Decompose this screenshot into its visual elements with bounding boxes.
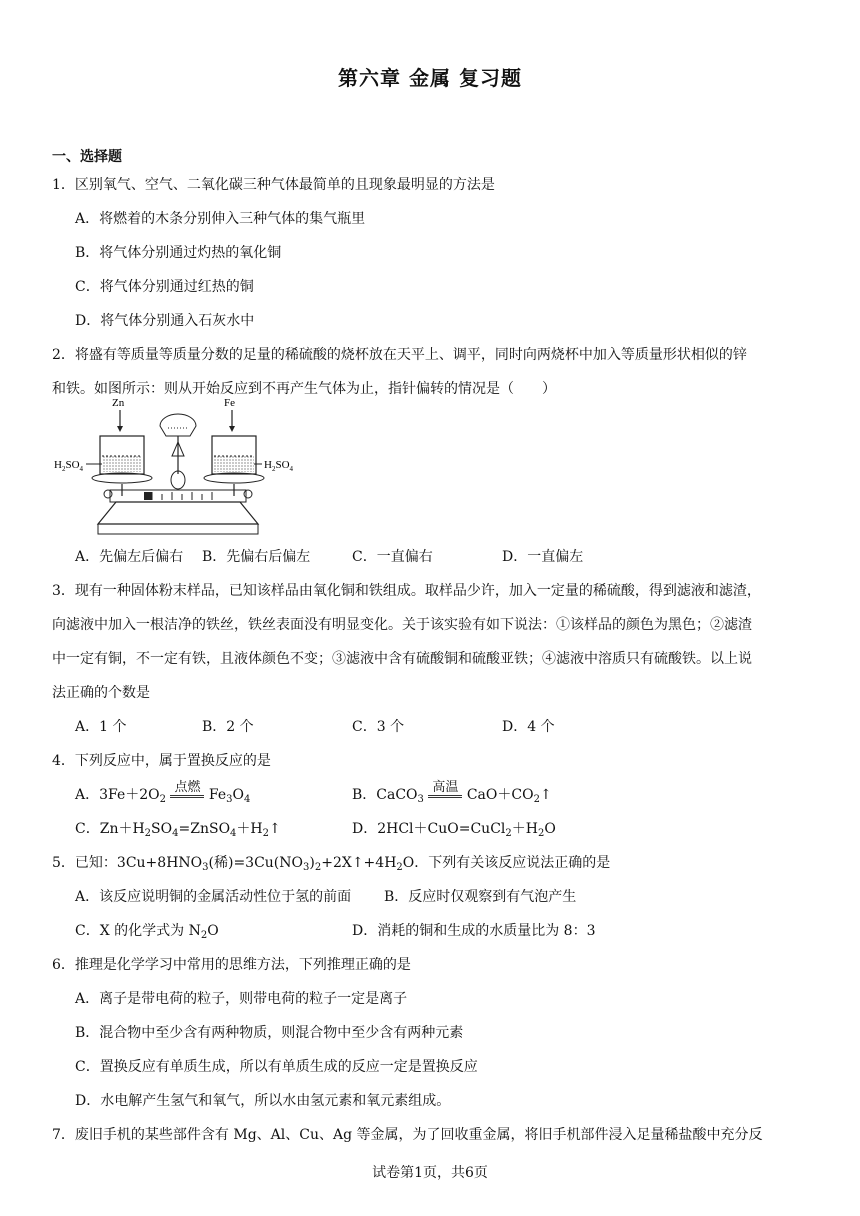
- beam-scale: [144, 492, 212, 500]
- question-1-option-a: A．将燃着的木条分别伸入三种气体的集气瓶里: [75, 211, 366, 227]
- question-2-option-b: B．先偏右后偏左: [202, 549, 311, 565]
- fig-acid-left: $H_2SO_4$: [54, 459, 84, 473]
- question-5-option-c: C．X 的化学式为 $N_2O$: [75, 923, 219, 941]
- question-4-option-b: B．CaCO$_3$ 高温 $CaO+CO_2↑$: [352, 780, 552, 805]
- question-6-option-b: B．混合物中至少含有两种物质，则混合物中至少含有两种元素: [75, 1025, 464, 1041]
- question-5-option-b: B．反应时仅观察到有气泡产生: [384, 889, 577, 905]
- scale-dial: [160, 414, 196, 489]
- page-title: 第六章 金属 复习题: [338, 66, 522, 90]
- question-5-option-a: A．该反应说明铜的金属活动性位于氢的前面: [75, 889, 352, 905]
- question-1-option-b: B．将气体分别通过灼热的氧化铜: [75, 245, 282, 261]
- left-beaker: [92, 436, 152, 483]
- question-1-option-d: D．将气体分别通入石灰水中: [75, 313, 255, 329]
- question-3-line-1: 3．现有一种固体粉末样品，已知该样品由氧化铜和铁组成。取样品少许，加入一定量的稀硫酸，得到滤液和滤渣，: [52, 583, 761, 599]
- question-3-option-c: C．3 个: [352, 719, 405, 735]
- question-4-stem: 4．下列反应中，属于置换反应的是: [52, 753, 271, 769]
- question-4-option-a: A．$3Fe+2O_2$ 点燃 $Fe_3O_4$: [75, 780, 251, 805]
- question-2-option-c: C．一直偏右: [352, 549, 433, 565]
- question-3-option-b: B．2 个: [202, 719, 254, 735]
- question-3-option-a: A．1 个: [75, 719, 127, 735]
- question-2-stem-line-2: 和铁。如图所示：则从开始反应到不再产生气体为止，指针偏转的情况是（ ）: [52, 381, 556, 397]
- question-6-option-d: D．水电解产生氢气和氧气，所以水由氢元素和氧元素组成。: [75, 1093, 451, 1109]
- question-5-stem: 5．已知：$3Cu+8HNO_3$(稀)$=3Cu(NO_3)_2+2X↑+4H_2O$．下列有关该反应说法正确的是: [52, 855, 611, 873]
- fig-label-zn: Zn: [112, 397, 125, 409]
- section-heading: 一、选择题: [52, 149, 122, 165]
- question-7-stem: 7．废旧手机的某些部件含有 Mg、Al、Cu、Ag 等金属，为了回收重金属，将旧手机部件浸入足量稀盐酸中充分反: [52, 1127, 763, 1143]
- question-4-option-d: D．$2HCl+CuO=CuCl_2+H_2O$: [352, 821, 556, 839]
- question-5-option-d: D．消耗的铜和生成的水质量比为 8：3: [352, 923, 596, 939]
- question-3-line-2: 向滤液中加入一根洁净的铁丝，铁丝表面没有明显变化。关于该实验有如下说法：①该样品的颜色为黑色；②滤渣: [52, 617, 752, 633]
- question-4-option-c: C．$Zn+H_2SO_4=ZnSO_4+H_2↑$: [75, 821, 281, 839]
- question-1-option-c: C．将气体分别通过红热的铜: [75, 279, 254, 295]
- question-3-line-4: 法正确的个数是: [52, 685, 150, 701]
- fig-acid-right: $H_2SO_4$: [264, 459, 294, 473]
- question-2-option-a: A．先偏左后偏右: [75, 549, 184, 565]
- question-2-option-d: D．一直偏左: [502, 549, 584, 565]
- question-1-stem: 1．区别氧气、空气、二氧化碳三种气体最简单的且现象最明显的方法是: [52, 177, 495, 193]
- question-6-stem: 6．推理是化学学习中常用的思维方法，下列推理正确的是: [52, 957, 411, 973]
- balance-figure: [52, 396, 312, 538]
- fig-label-fe: Fe: [224, 397, 235, 409]
- question-6-option-a: A．离子是带电荷的粒子，则带电荷的粒子一定是离子: [75, 991, 408, 1007]
- question-2-stem-line-1: 2．将盛有等质量等质量分数的足量的稀硫酸的烧杯放在天平上、调平，同时向两烧杯中加入等质量形状相似的锌: [52, 347, 747, 363]
- page-footer: 试卷第1页，共6页: [372, 1165, 488, 1181]
- question-3-option-d: D．4 个: [502, 719, 555, 735]
- balance-diagram: [52, 396, 312, 538]
- right-beaker: [204, 436, 264, 483]
- question-3-line-3: 中一定有铜，不一定有铁，且液体颜色不变；③滤液中含有硫酸铜和硫酸亚铁；④滤液中溶质只有硫酸铁。以上说: [52, 651, 752, 667]
- question-6-option-c: C．置换反应有单质生成，所以有单质生成的反应一定是置换反应: [75, 1059, 478, 1075]
